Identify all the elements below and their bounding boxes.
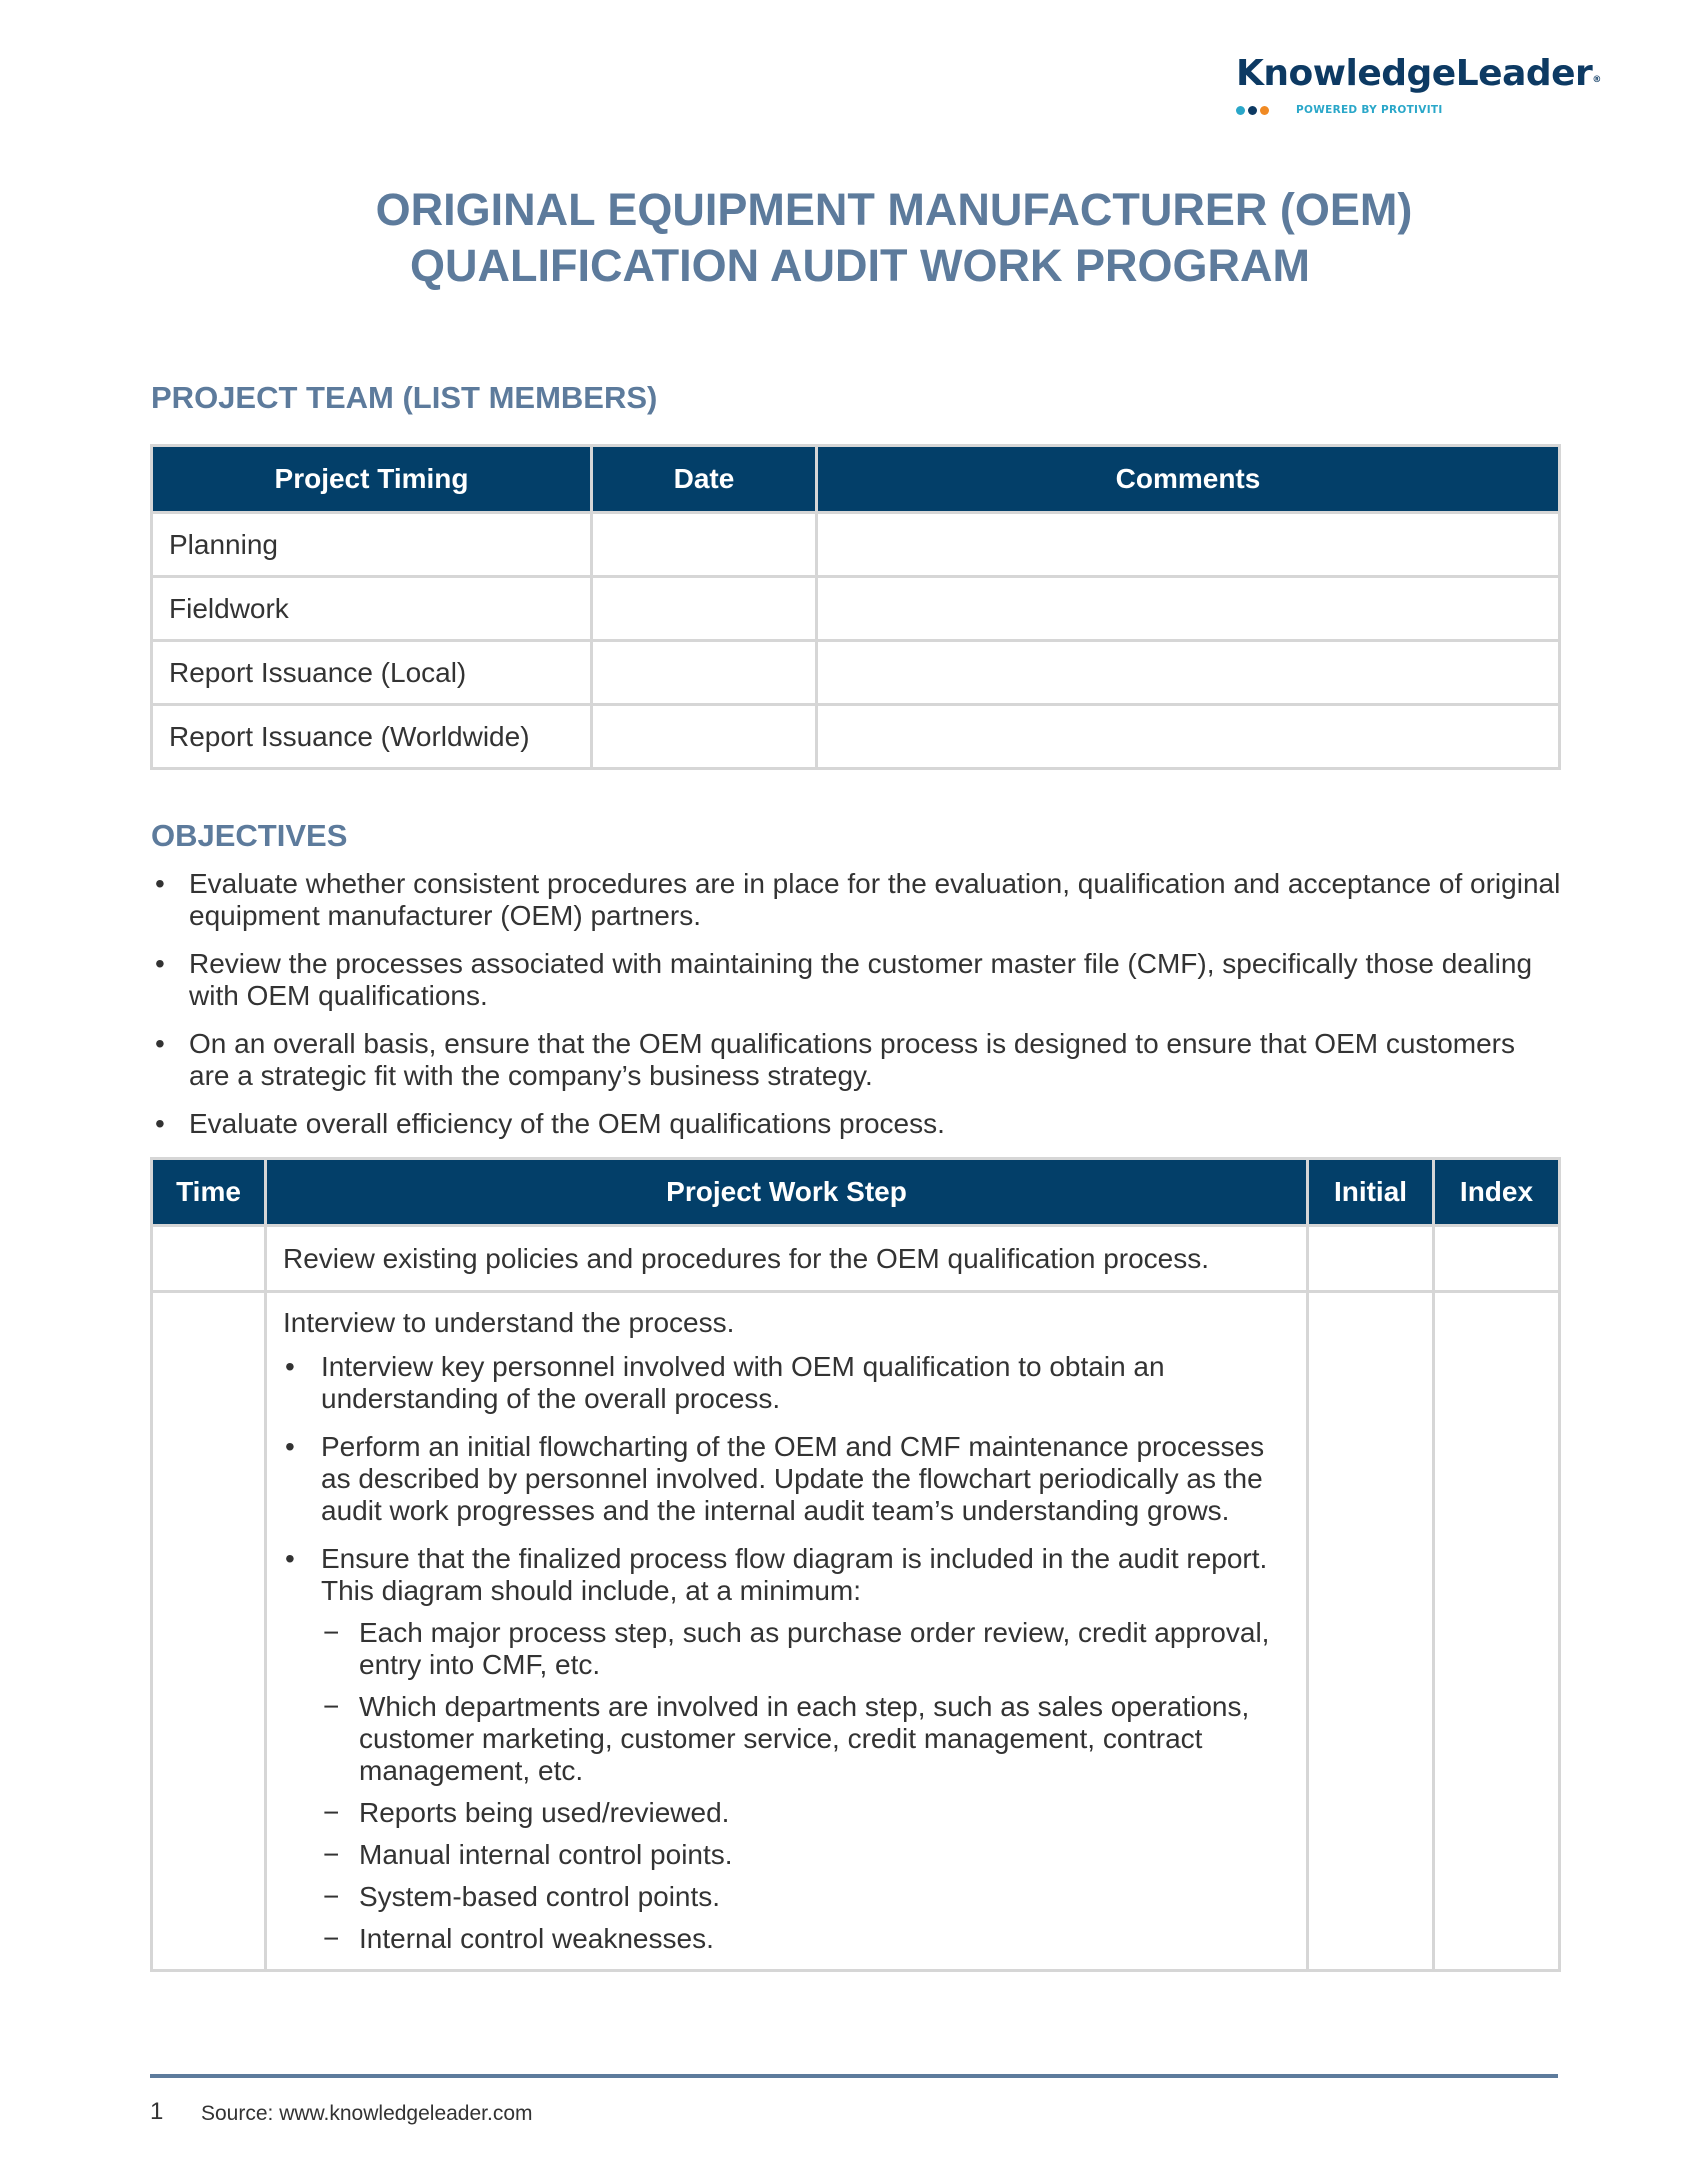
title-line-1: ORIGINAL EQUIPMENT MANUFACTURER (OEM) [375,184,1413,235]
dash-icon: − [323,1923,340,1954]
sub-item-text: Reports being used/reviewed. [359,1797,730,1828]
title-line-2: QUALIFICATION AUDIT WORK PROGRAM [410,240,1310,291]
registered-mark: ® [1592,75,1601,85]
table-header-row [152,446,1560,513]
logo-dot-icon [1248,106,1257,115]
logo-dot-icon [1260,106,1269,115]
bullet-text: Perform an initial flowcharting of the OEM and CMF maintenance processes as described by personnel involved. Update the flowchart periodically as the audit work progresses and the internal audit team’s understanding grows. [321,1431,1265,1526]
table-row [152,513,1560,577]
table-row [152,1226,1560,1292]
sub-item-text: Which departments are involved in each step, such as sales operations, customer marketing, customer service, credit management, contract management, etc. [359,1691,1250,1786]
sub-item-text: Manual internal control points. [359,1839,733,1870]
work-step-bullets [283,1351,1290,1955]
logo-wordmark [1236,52,1601,96]
dash-icon: − [323,1797,340,1828]
column-header-time: Time [152,1159,266,1226]
bullet-icon: • [285,1431,295,1462]
column-header-date: Date [592,446,817,513]
table-row [152,641,1560,705]
table-row [152,577,1560,641]
bullet-icon: • [155,948,165,979]
objectives-heading: OBJECTIVES [151,818,348,853]
initial-cell[interactable] [1308,1226,1434,1292]
sub-item [321,1881,1290,1913]
objective-item [151,1108,1561,1140]
column-header-work-step: Project Work Step [266,1159,1308,1226]
sub-item-text: System-based control points. [359,1881,721,1912]
logo-tagline-row [1236,104,1566,116]
work-step-cell: Review existing policies and procedures for the OEM qualification process. [266,1226,1308,1292]
project-team-heading: PROJECT TEAM (LIST MEMBERS) [151,380,658,415]
work-step-title: Interview to understand the process. [283,1307,735,1338]
objective-item [151,868,1561,932]
sub-item-text: Each major process step, such as purchase order review, credit approval, entry into CMF, etc. [359,1617,1270,1680]
timing-cell: Report Issuance (Worldwide) [152,705,592,769]
table-row [152,1292,1560,1971]
logo-name: KnowledgeLeader [1236,53,1593,94]
page-title [0,182,1700,294]
index-cell[interactable] [1434,1292,1560,1971]
bullet-text: Ensure that the finalized process flow diagram is included in the audit report. This diagram should include, at a minimum: [321,1543,1268,1606]
date-cell[interactable] [592,641,817,705]
time-cell[interactable] [152,1226,266,1292]
objective-item [151,1028,1561,1092]
dash-icon: − [323,1691,340,1722]
objective-item [151,948,1561,1012]
sub-item [321,1617,1290,1681]
sub-item [321,1797,1290,1829]
column-header-index: Index [1434,1159,1560,1226]
work-step-bullet [283,1543,1290,1955]
column-header-initial: Initial [1308,1159,1434,1226]
bullet-icon: • [285,1543,295,1574]
initial-cell[interactable] [1308,1292,1434,1971]
footer-divider [150,2074,1558,2078]
column-header-comments: Comments [817,446,1560,513]
sub-item [321,1839,1290,1871]
bullet-icon: • [155,1108,165,1139]
source-link[interactable]: Source: www.knowledgeleader.com [201,2102,533,2125]
dash-icon: − [323,1881,340,1912]
time-cell[interactable] [152,1292,266,1971]
comments-cell[interactable] [817,705,1560,769]
bullet-text: Interview key personnel involved with OEM qualification to obtain an understanding of the overall process. [321,1351,1165,1414]
date-cell[interactable] [592,513,817,577]
logo-dot-icon [1236,106,1245,115]
logo-tagline: POWERED BY PROTIVITI [1296,104,1443,116]
sub-item [321,1923,1290,1955]
timing-cell: Planning [152,513,592,577]
date-cell[interactable] [592,577,817,641]
sub-item [321,1691,1290,1787]
comments-cell[interactable] [817,641,1560,705]
diagram-requirements-list [321,1617,1290,1955]
objective-text: Review the processes associated with maintaining the customer master file (CMF), specifically those dealing with OEM qualifications. [189,948,1533,1011]
timing-cell: Fieldwork [152,577,592,641]
timing-cell: Report Issuance (Local) [152,641,592,705]
objective-text: Evaluate whether consistent procedures are in place for the evaluation, qualification and acceptance of original equipment manufacturer (OEM) partners. [189,868,1561,931]
knowledgeleader-logo [1236,52,1601,116]
objectives-list [151,868,1561,1156]
date-cell[interactable] [592,705,817,769]
column-header-project-timing: Project Timing [152,446,592,513]
dash-icon: − [323,1617,340,1648]
comments-cell[interactable] [817,513,1560,577]
sub-item-text: Internal control weaknesses. [359,1923,714,1954]
dash-icon: − [323,1839,340,1870]
objective-text: On an overall basis, ensure that the OEM qualifications process is designed to ensure that OEM customers are a strategic fit with the company’s business strategy. [189,1028,1515,1091]
bullet-icon: • [155,1028,165,1059]
index-cell[interactable] [1434,1226,1560,1292]
work-step-bullet [283,1431,1290,1527]
work-step-cell [266,1292,1308,1971]
work-program-table [150,1157,1561,1972]
project-timing-table [150,444,1561,770]
bullet-icon: • [285,1351,295,1382]
table-row [152,705,1560,769]
table-header-row [152,1159,1560,1226]
work-step-bullet [283,1351,1290,1415]
page-number: 1 [150,2098,164,2125]
bullet-icon: • [155,868,165,899]
objective-text: Evaluate overall efficiency of the OEM qualifications process. [189,1108,945,1139]
comments-cell[interactable] [817,577,1560,641]
